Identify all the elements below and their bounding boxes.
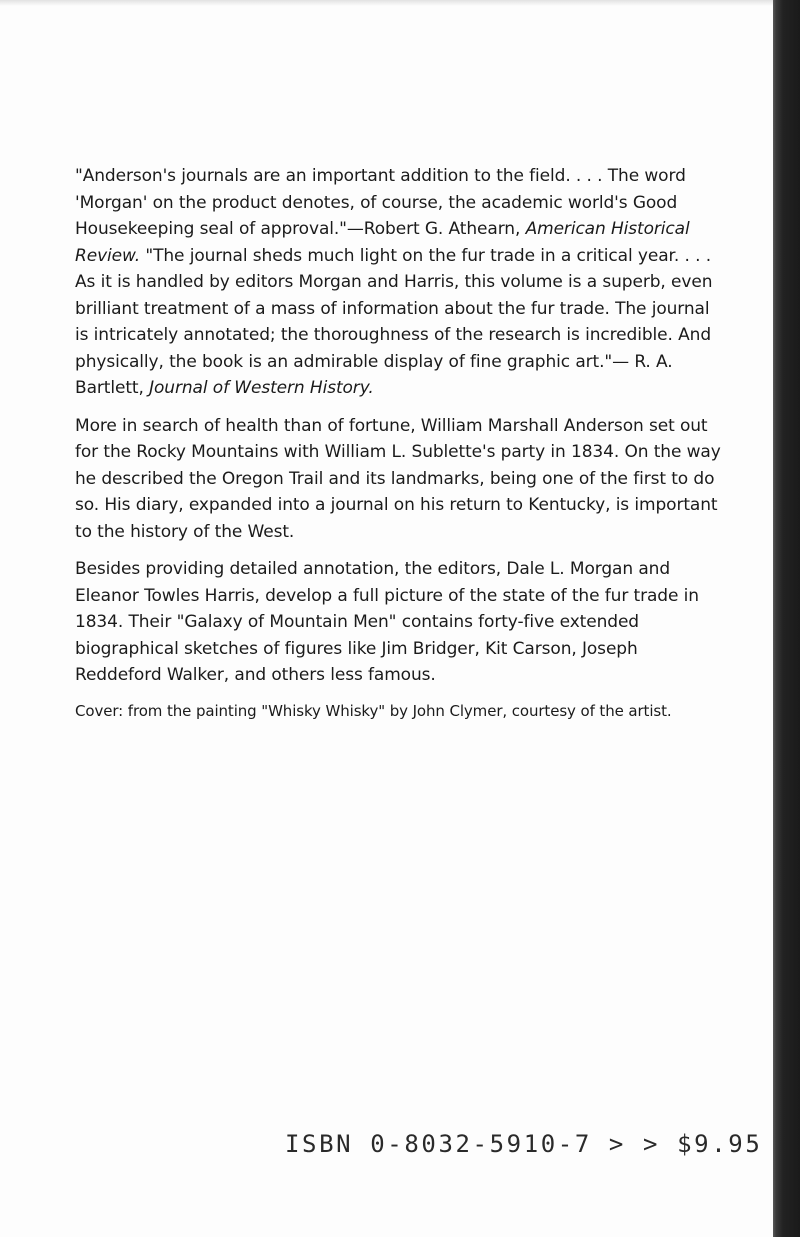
book-edge-shadow (773, 0, 800, 1237)
cover-credit: Cover: from the painting "Whisky Whisky" by John Clymer, courtesy of the artist. (75, 701, 672, 720)
description-paragraph-1: More in search of health than of fortune, William Marshall Anderson set out for the Rocky Mountains with William L. Sublette's party in 1834. On the way he described the Oregon Trail and its landmarks, being one of the first to do so. His diary, expanded into a journal on his return to Kentucky, is important to the history of the West. (75, 415, 721, 542)
review-source-2: Journal of Western History. (149, 378, 374, 398)
review-source-1: American Historical Review. (75, 219, 690, 266)
back-cover-text (75, 163, 725, 723)
review-quotes (75, 163, 725, 402)
page-top-edge (0, 0, 773, 6)
review-quote-2: "The journal sheds much light on the fur trade in a critical year. . . . As it is handled by editors Morgan and Harris, this volume is a superb, even brilliant treatment of a mass of information about the fur trade. The journal is intricately annotated; the thoroughness of the research is incredible. And physically, the book is an admirable display of fine graphic art."— R. A. Bartlett, (75, 245, 713, 398)
isbn-price-line: ISBN 0-8032-5910-7 > > $9.95 (285, 1130, 763, 1158)
description-paragraph-2: Besides providing detailed annotation, the editors, Dale L. Morgan and Eleanor Towles Harris, develop a full picture of the state of the fur trade in 1834. Their "Galaxy of Mountain Men" contains forty-five extended biographical sketches of figures like Jim Bridger, Kit Carson, Joseph Reddeford Walker, and others less famous. (75, 559, 699, 685)
review-quote-1: "Anderson's journals are an important addition to the field. . . . The word 'Morgan' on the product denotes, of course, the academic world's Good Housekeeping seal of approval."—Robert G. Athearn, (75, 166, 686, 239)
